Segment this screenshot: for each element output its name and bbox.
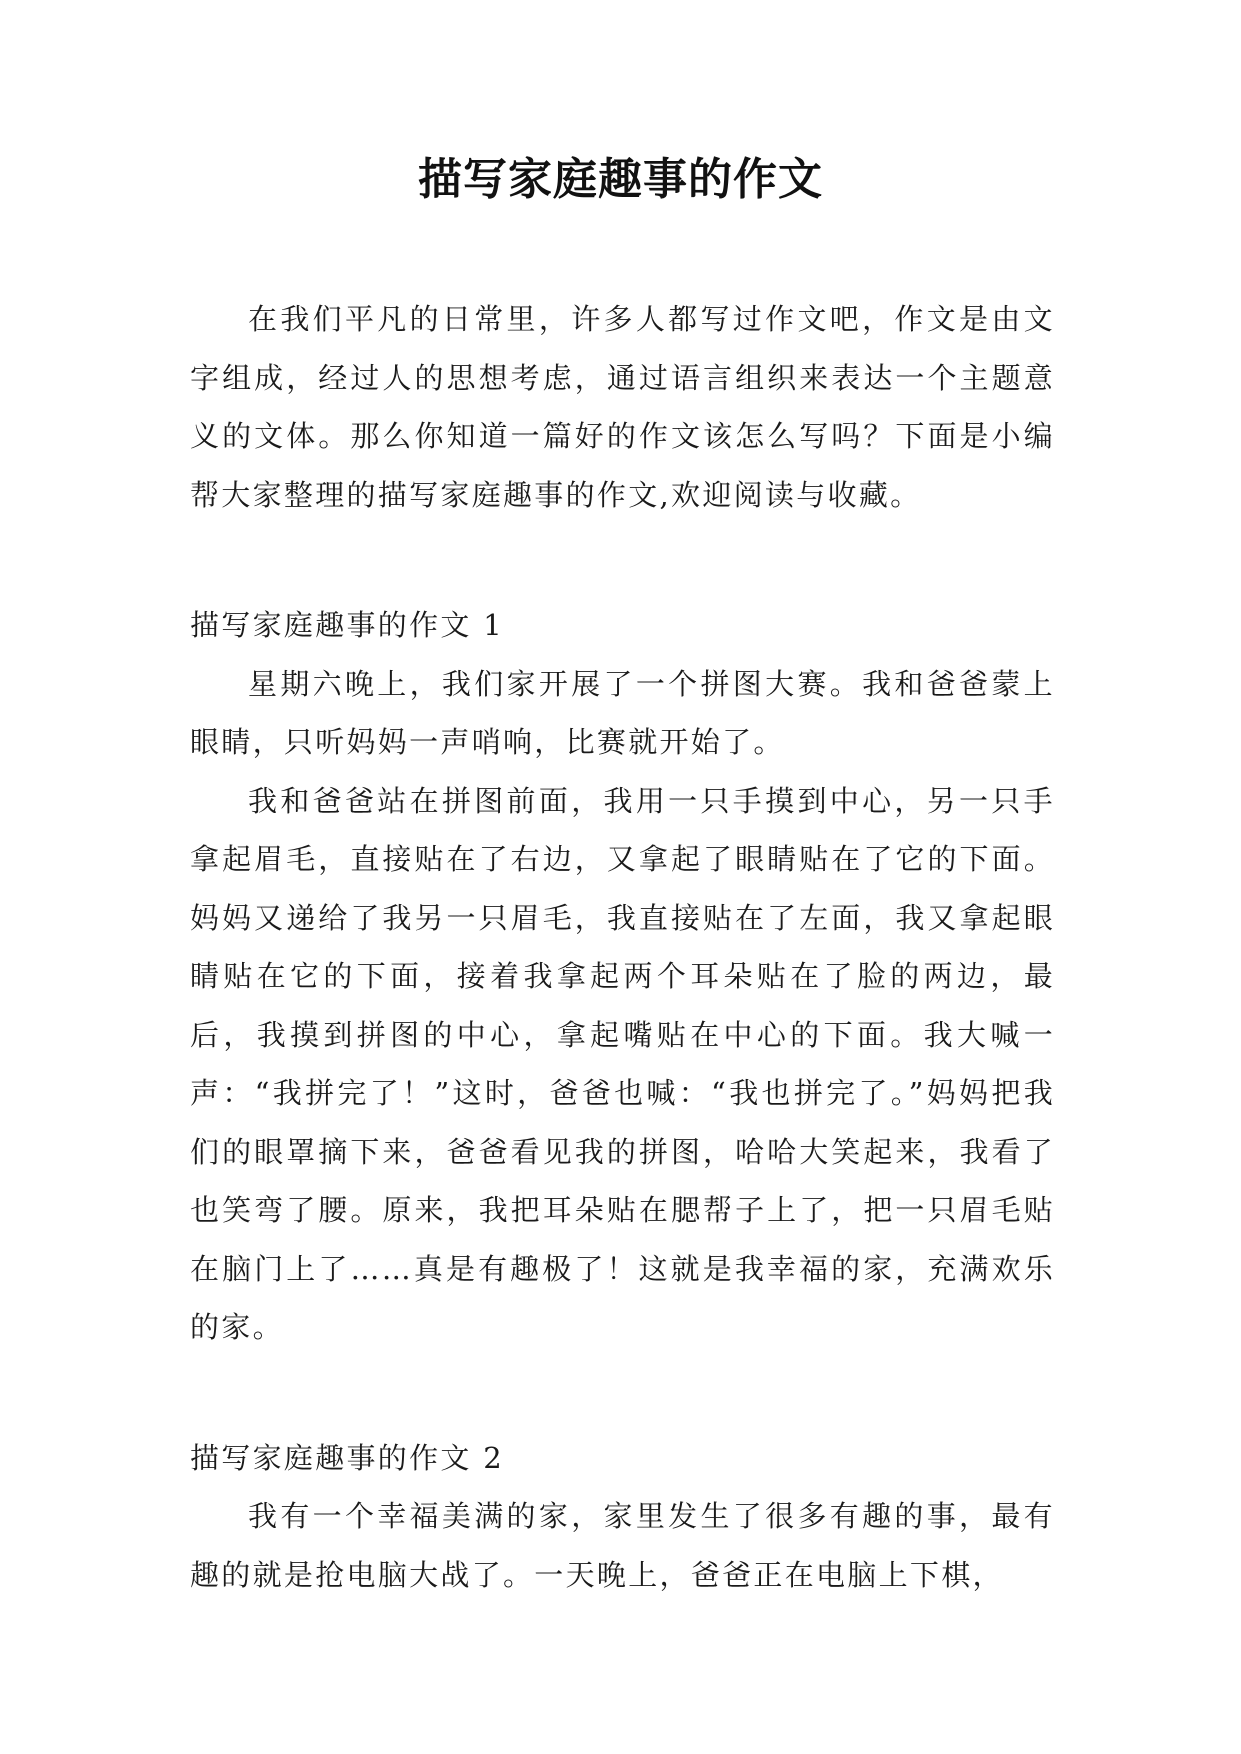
section-spacer — [190, 1357, 1055, 1429]
section-2-paragraph-1: 我有一个幸福美满的家，家里发生了很多有趣的事，最有趣的就是抢电脑大战了。一天晚上，爸爸正在电脑上下棋， — [190, 1499, 1055, 1592]
document-title: 描写家庭趣事的作文 — [418, 154, 823, 205]
section-2-heading: 描写家庭趣事的作文 2 — [190, 1440, 504, 1475]
intro-paragraph: 在我们平凡的日常里，许多人都写过作文吧，作文是由文字组成，经过人的思想考虑，通过语言组织来表达一个主题意义的文体。那么你知道一篇好的作文该怎么写吗？下面是小编帮大家整理的描写家庭趣事的作文,欢迎阅读与收藏。 — [190, 302, 1055, 512]
section-1-heading: 描写家庭趣事的作文 1 — [190, 608, 504, 642]
document-body — [190, 290, 1055, 1604]
section-1-paragraph-1: 星期六晚上，我们家开展了一个拼图大赛。我和爸爸蒙上眼睛，只听妈妈一声哨响，比赛就开始了。 — [190, 666, 1055, 759]
section-1-paragraph-2: 我和爸爸站在拼图前面，我用一只手摸到中心，另一只手拿起眉毛，直接贴在了右边，又拿起了眼睛贴在了它的下面。妈妈又递给了我另一只眉毛，我直接贴在了左面，我又拿起眼睛贴在它的下面，接着我拿起两个耳朵贴在了脸的两边，最后，我摸到拼图的中心，拿起嘴贴在中心的下面。我大喊一声：“我拼完了！”这时，爸爸也喊：“我也拼完了。”妈妈把我们的眼罩摘下来，爸爸看见我的拼图，哈哈大笑起来，我看了也笑弯了腰。原来，我把耳朵贴在腮帮子上了，把一只眉毛贴在脑门上了……真是有趣极了！这就是我幸福的家，充满欢乐的家。 — [190, 783, 1055, 1344]
section-spacer — [190, 524, 1055, 596]
